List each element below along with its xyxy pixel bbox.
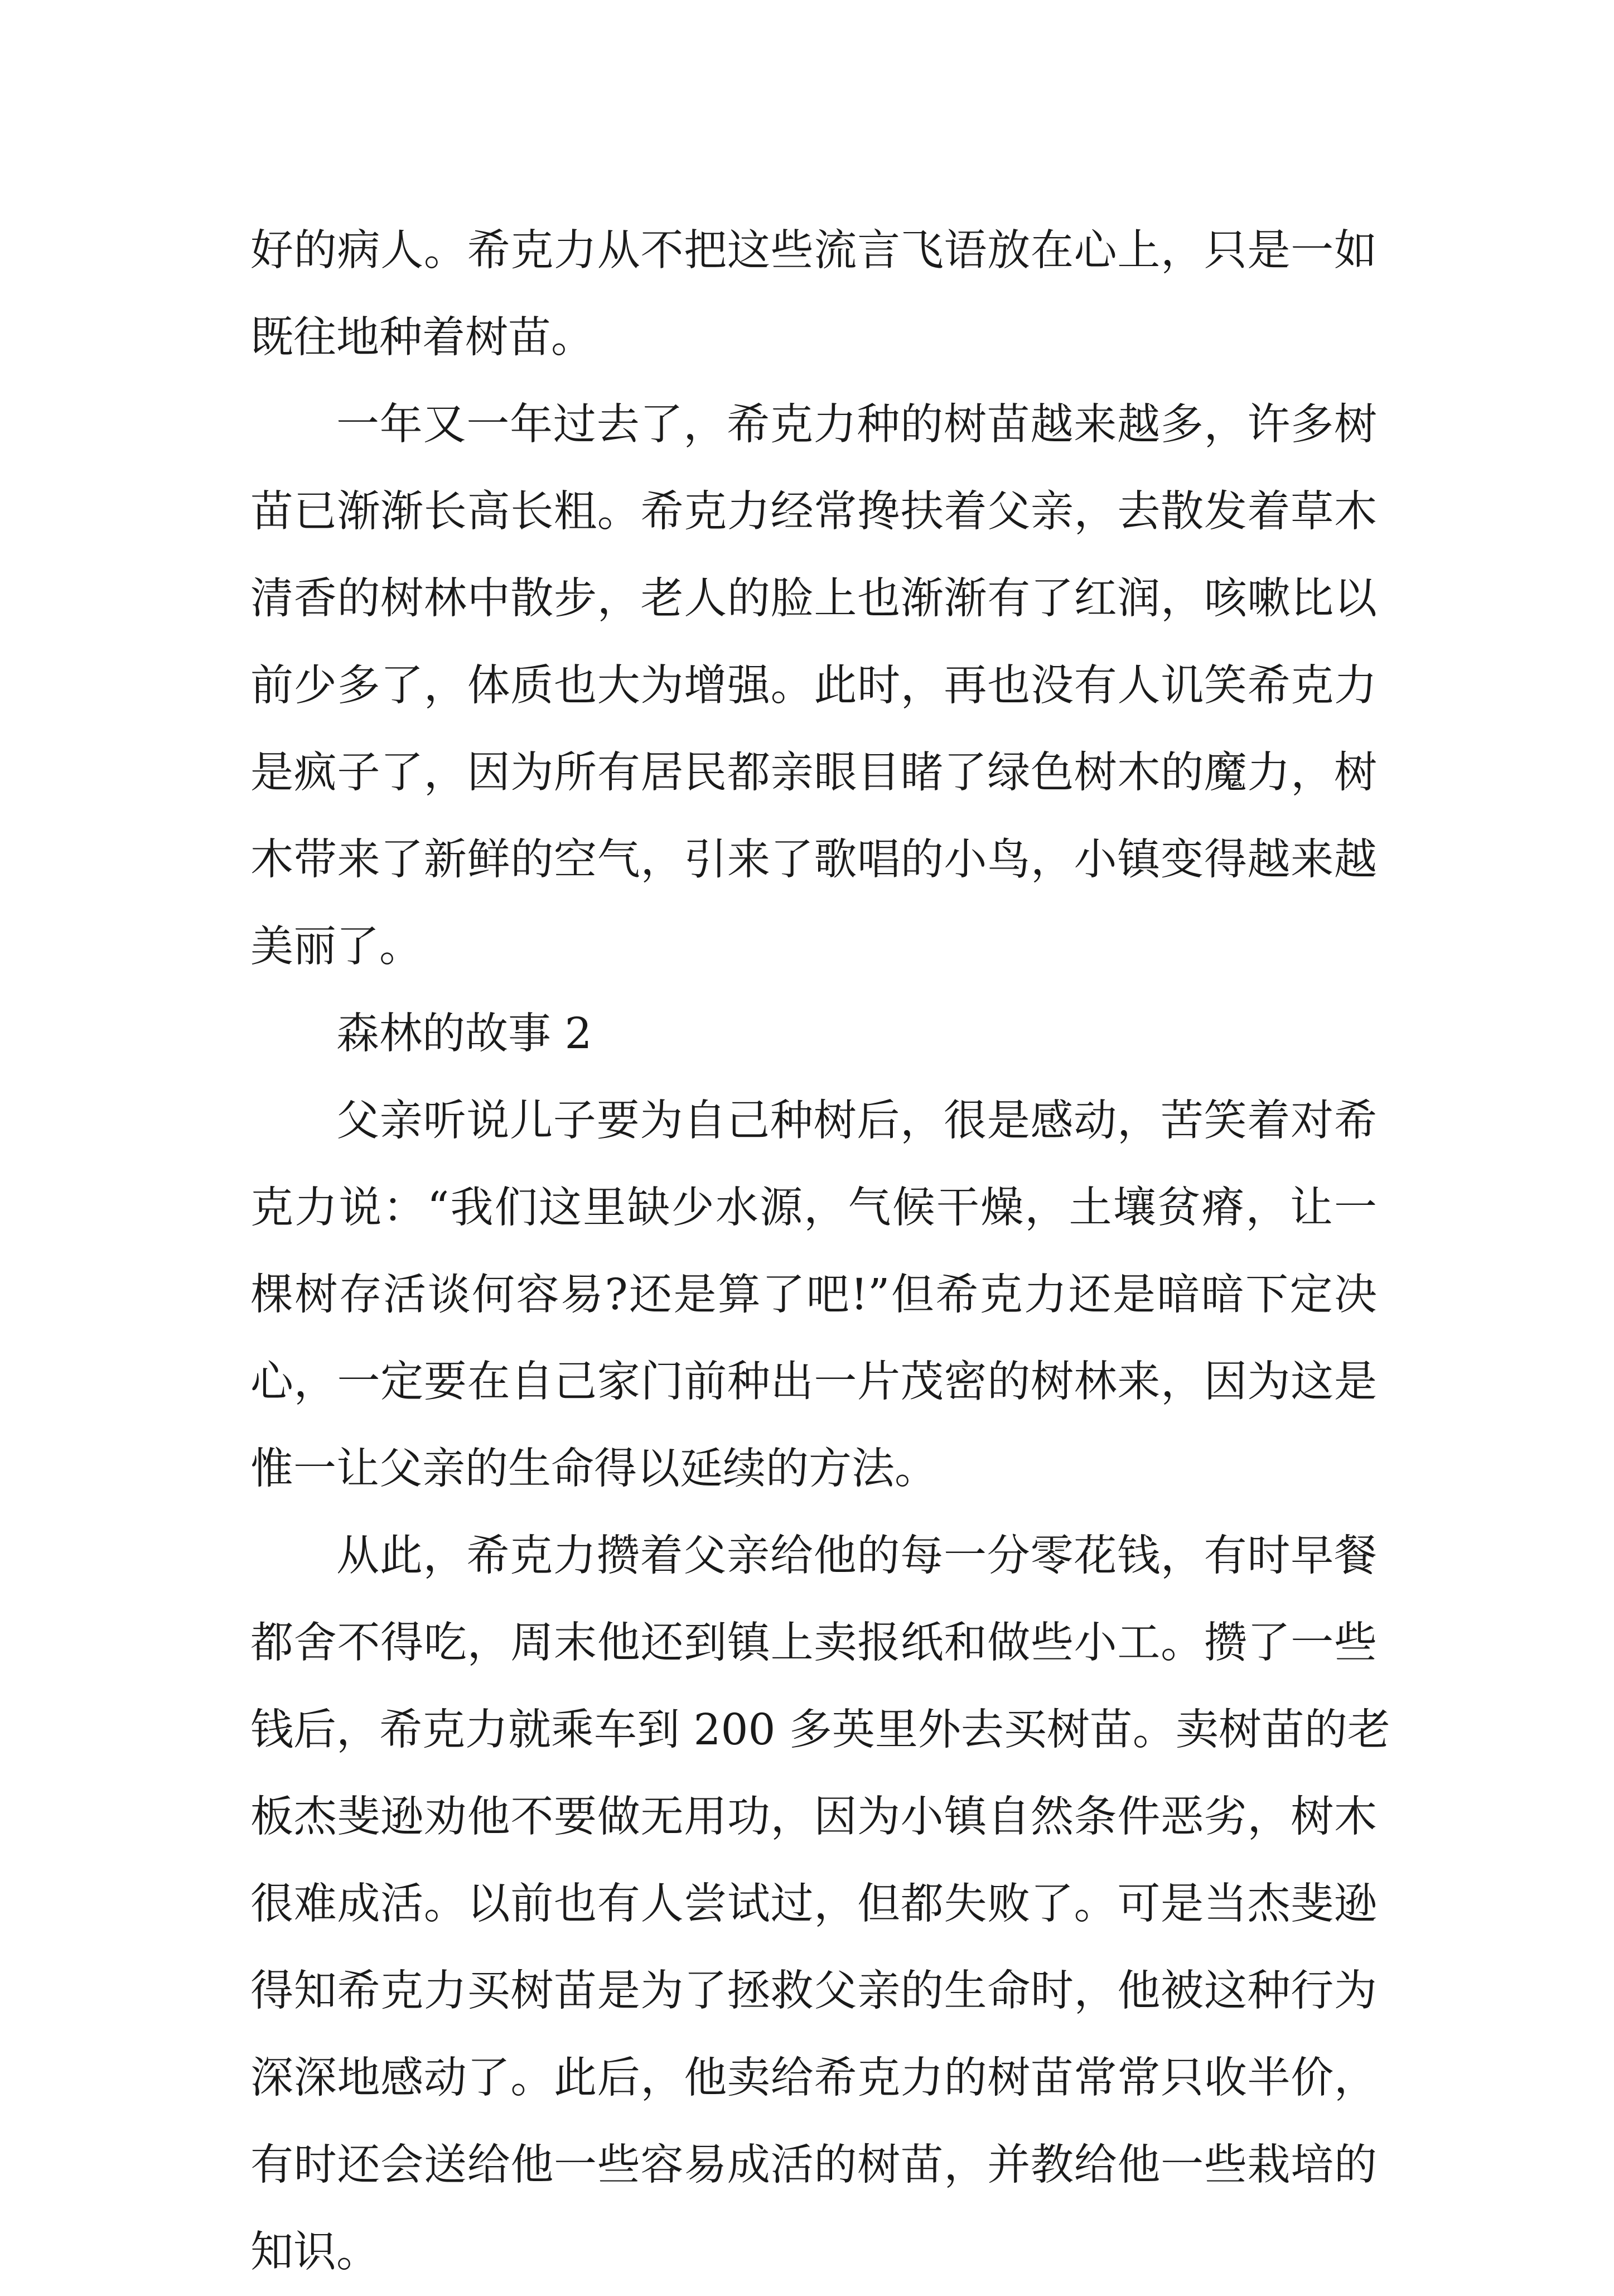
- text-line: 深深地感动了。此后，他卖给希克力的树苗常常只收半价，: [250, 2053, 1377, 2103]
- heading-text: 森林的故事 2: [336, 1009, 592, 1059]
- text-line: 既往地种着树苗。: [250, 313, 594, 363]
- text-line: 木带来了新鲜的空气，引来了歌唱的小鸟，小镇变得越来越: [250, 835, 1377, 885]
- paragraph: [250, 208, 1377, 382]
- text-line: 很难成活。以前也有人尝试过，但都失败了。可是当杰斐逊: [250, 1879, 1377, 1929]
- paragraph: [250, 382, 1377, 991]
- text-line: 惟一让父亲的生命得以延续的方法。: [250, 1444, 938, 1494]
- paragraph: [250, 1513, 1390, 2296]
- text-line: 得知希克力买树苗是为了拯救父亲的生命时，他被这种行为: [250, 1966, 1377, 2016]
- text-line: 清香的树林中散步，老人的脸上也渐渐有了红润，咳嗽比以: [250, 574, 1377, 624]
- section-heading: [250, 991, 1377, 1078]
- text-line: 一年又一年过去了，希克力种的树苗越来越多，许多树: [336, 400, 1377, 450]
- text-line: 前少多了，体质也大为增强。此时，再也没有人讥笑希克力: [250, 661, 1377, 711]
- text-line: 父亲听说儿子要为自己种树后，很是感动，苦笑着对希: [336, 1096, 1377, 1146]
- text-line: 知识。: [250, 2227, 379, 2277]
- text-line: 好的病人。希克力从不把这些流言飞语放在心上，只是一如: [250, 226, 1377, 276]
- text-line: 是疯子了，因为所有居民都亲眼目睹了绿色树木的魔力，树: [250, 748, 1377, 798]
- text-line: 棵树存活谈何容易?还是算了吧!”但希克力还是暗暗下定决: [250, 1270, 1377, 1320]
- paragraph: [250, 1078, 1377, 1513]
- text-line: 钱后，希克力就乘车到 200 多英里外去买树苗。卖树苗的老: [250, 1705, 1390, 1755]
- document-body: [250, 208, 1390, 2296]
- text-line: 苗已渐渐长高长粗。希克力经常搀扶着父亲，去散发着草木: [250, 487, 1377, 537]
- text-line: 板杰斐逊劝他不要做无用功，因为小镇自然条件恶劣，树木: [250, 1792, 1377, 1842]
- text-line: 都舍不得吃，周末他还到镇上卖报纸和做些小工。攒了一些: [250, 1618, 1377, 1668]
- text-line: 有时还会送给他一些容易成活的树苗，并教给他一些栽培的: [250, 2140, 1377, 2190]
- text-line: 从此，希克力攒着父亲给他的每一分零花钱，有时早餐: [336, 1531, 1377, 1581]
- text-line: 心，一定要在自己家门前种出一片茂密的树林来，因为这是: [250, 1357, 1377, 1407]
- text-line: 克力说：“我们这里缺少水源，气候干燥，土壤贫瘠，让一: [250, 1183, 1377, 1233]
- text-line: 美丽了。: [250, 922, 422, 972]
